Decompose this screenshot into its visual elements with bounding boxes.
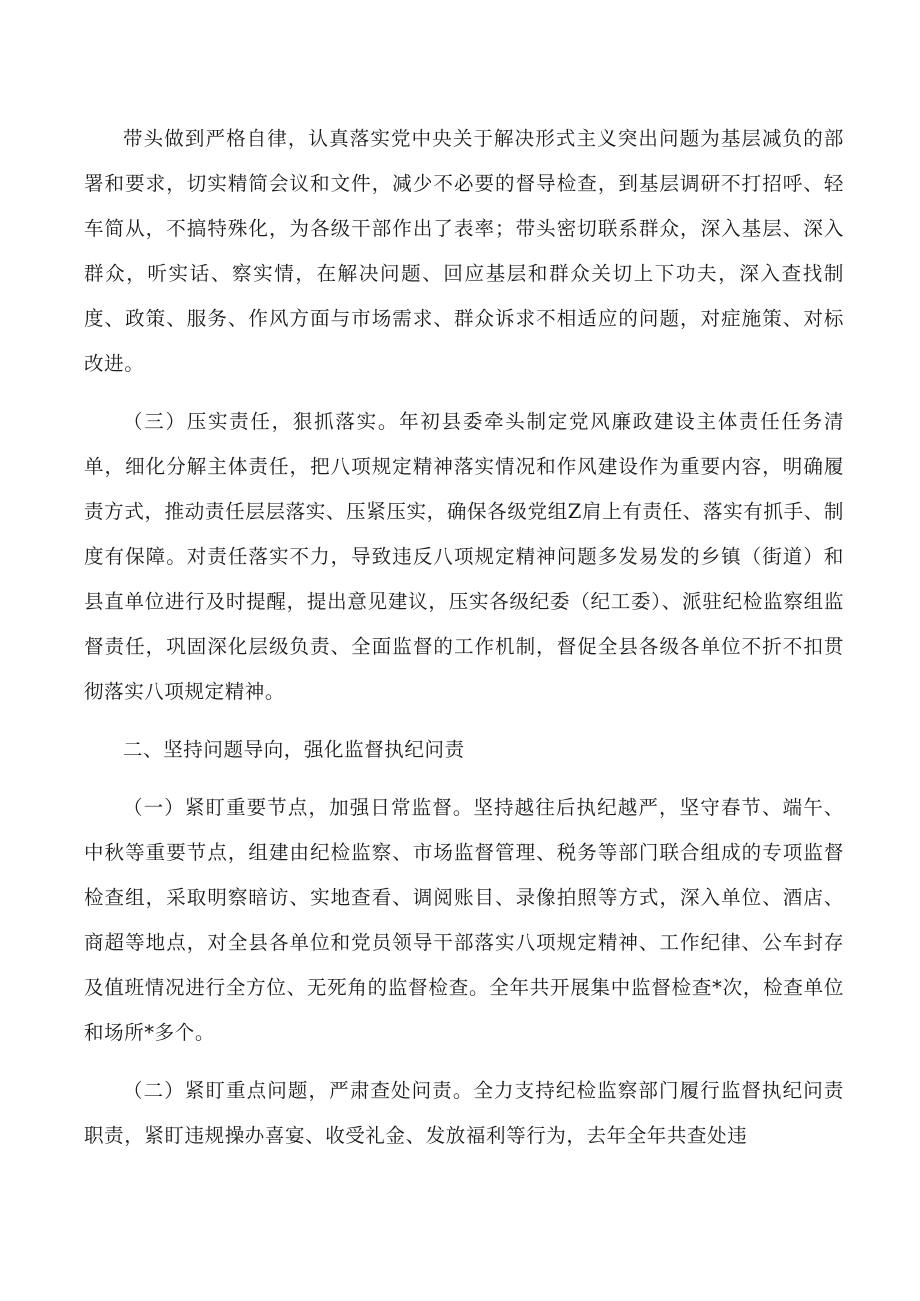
paragraph-key-nodes-supervision: （一）紧盯重要节点，加强日常监督。坚持越往后执纪越严，坚守春节、端午、中秋等重要节点，组建由纪检监察、市场监督管理、税务等部门联合组成的专项监督检查组，采取明察暗访、实地查看、调阅账目、录像拍照等方式，深入单位、酒店、商超等地点，对全县各单位和党员领导干部落实八项规定精神、工作纪律、公车封存及值班情况进行全方位、无死角的监督检查。全年共开展集中监督检查*次，检查单位和场所*多个。: [84, 796, 844, 1044]
paragraph-responsibility-implementation: （三）压实责任，狠抓落实。年初县委牵头制定党风廉政建设主体责任任务清单，细化分解主体责任，把八项规定精神落实情况和作风建设作为重要内容，明确履责方式，推动责任层层落实、压紧压实，确保各级党组Z肩上有责任、落实有抓手、制度有保障。对责任落实不力，导致违反八项规定精神问题多发易发的乡镇（街道）和县直单位进行及时提醒，提出意见建议，压实各级纪委（纪工委）、派驻纪检监察组监督责任，巩固深化层级负责、全面监督的工作机制，督促全县各级各单位不折不扣贯彻落实八项规定精神。: [84, 410, 844, 703]
section-heading-problem-oriented: 二、坚持问题导向，强化监督执纪问责: [123, 738, 465, 761]
document-page: [84, 116, 844, 1171]
paragraph-leadership-self-discipline: 带头做到严格自律，认真落实党中央关于解决形式主义突出问题为基层减负的部署和要求，切实精简会议和文件，减少不必要的督导检查，到基层调研不打招呼、轻车简从，不搞特殊化，为各级干部作出了表率；带头密切联系群众，深入基层、深入群众，听实话、察实情，在解决问题、回应基层和群众关切上下功夫，深入查找制度、政策、服务、作风方面与市场需求、群众诉求不相适应的问题，对症施策、对标改进。: [84, 127, 844, 375]
paragraph-key-issues-accountability: （二）紧盯重点问题，严肃查处问责。全力支持纪检监察部门履行监督执纪问责职责，紧盯违规操办喜宴、收受礼金、发放福利等行为，去年全年共查处违: [84, 1079, 844, 1147]
